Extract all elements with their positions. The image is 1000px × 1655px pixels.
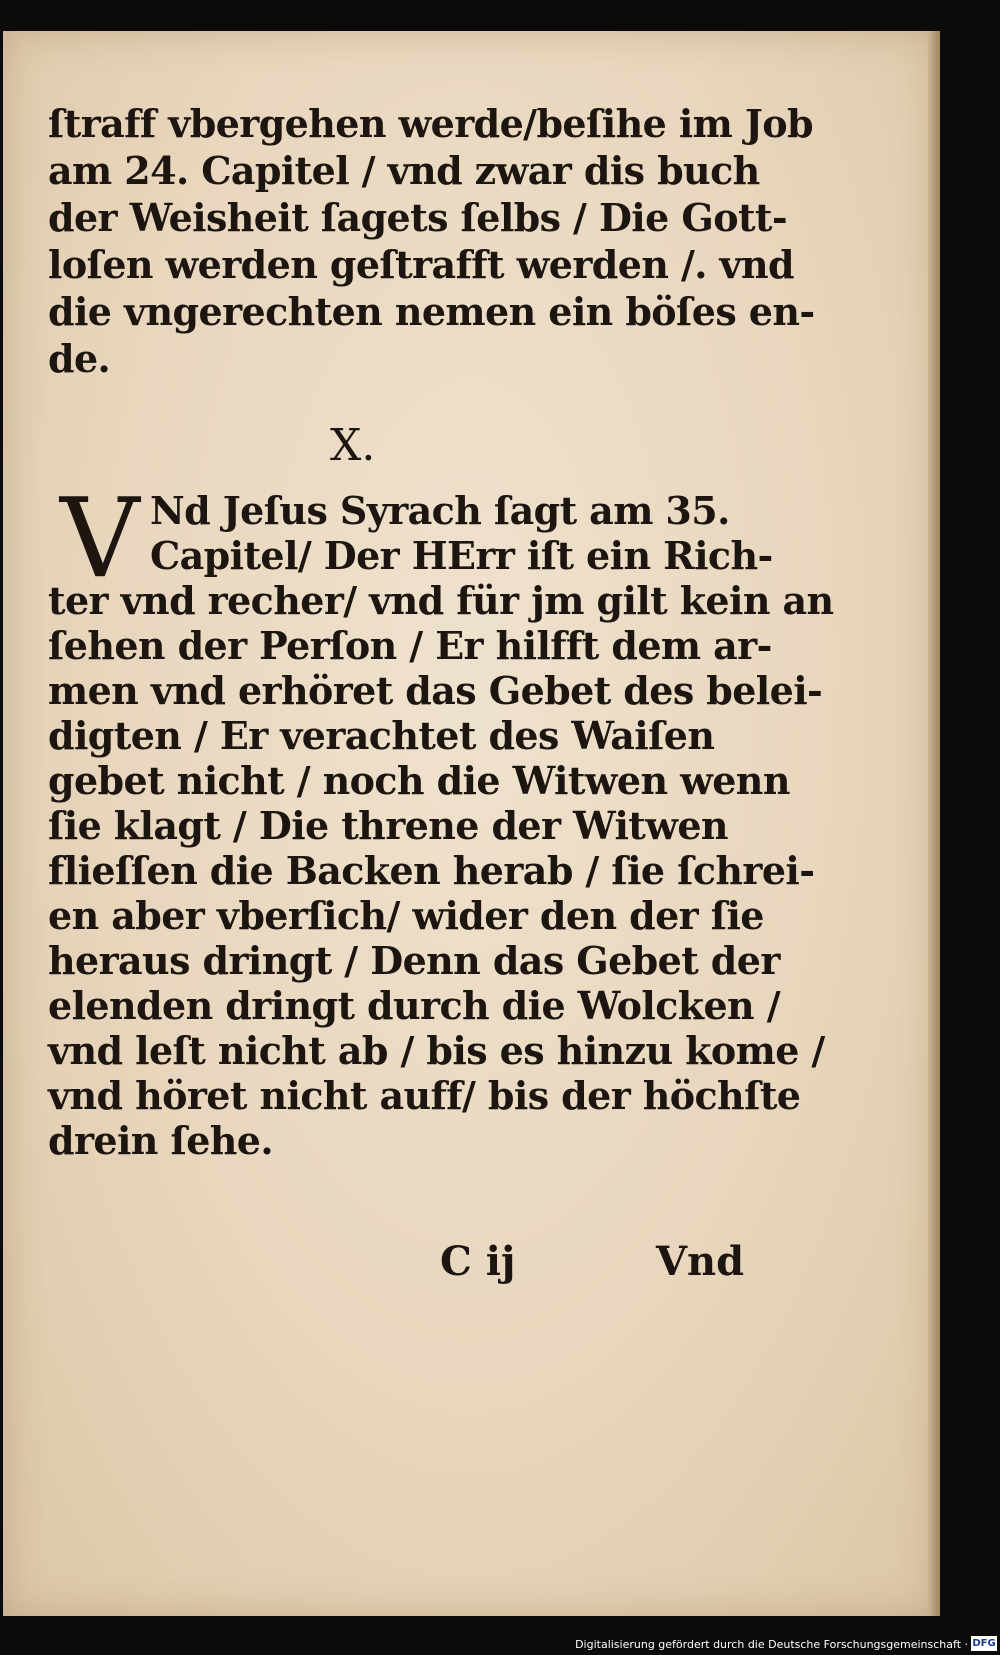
text-line: Capitel/ Der HErr iſt ein Rich- — [150, 533, 773, 578]
paragraph-body — [48, 578, 834, 1163]
text-line: vnd höret nicht auff/ bis der höchſte — [48, 1073, 801, 1118]
text-line: men vnd erhöret das Gebet des belei- — [48, 668, 823, 713]
text-line: der Weisheit ſagets ſelbs / Die Gott- — [48, 195, 788, 240]
text-line: ter vnd recher/ vnd für jm gilt kein an — [48, 578, 834, 623]
text-line: en aber vberſich/ wider den der ſie — [48, 893, 764, 938]
text-line: vnd leſt nicht ab / bis es hinzu kome / — [48, 1028, 825, 1073]
text-line: ſehen der Perſon / Er hilfft dem ar- — [48, 623, 772, 668]
text-line: heraus dringt / Denn das Gebet der — [48, 938, 780, 983]
drop-cap: V — [60, 474, 140, 602]
page-edge — [928, 31, 940, 1616]
text-line: am 24. Capitel / vnd zwar dis buch — [48, 148, 760, 193]
text-line: ſie klagt / Die threne der Witwen — [48, 803, 728, 848]
section-numeral: X. — [330, 420, 376, 471]
text-line: loſen werden geſtrafft werden /. vnd — [48, 242, 794, 287]
top-text-block — [48, 100, 815, 382]
text-line: de. — [48, 336, 111, 381]
signature-mark: C ij — [440, 1238, 516, 1285]
text-line: flieſſen die Backen herab / ſie ſchrei- — [48, 848, 815, 893]
text-line: gebet nicht / noch die Witwen wenn — [48, 758, 790, 803]
text-line: digten / Er verachtet des Waiſen — [48, 713, 715, 758]
text-line: die vngerechten nemen ein böſes en- — [48, 289, 815, 334]
text-line: elenden dringt durch die Wolcken / — [48, 983, 780, 1028]
catchword: Vnd — [656, 1238, 745, 1285]
text-line: Nd Jeſus Syrach ſagt am 35. — [150, 488, 730, 533]
dfg-logo: DFG — [972, 1638, 996, 1649]
funding-credit: Digitalisierung gefördert durch die Deutsche Forschungsgemeinschaft · — [575, 1638, 968, 1651]
text-line: ſtraff vbergehen werde/beſihe im Job — [48, 101, 813, 146]
text-line: drein ſehe. — [48, 1118, 274, 1163]
